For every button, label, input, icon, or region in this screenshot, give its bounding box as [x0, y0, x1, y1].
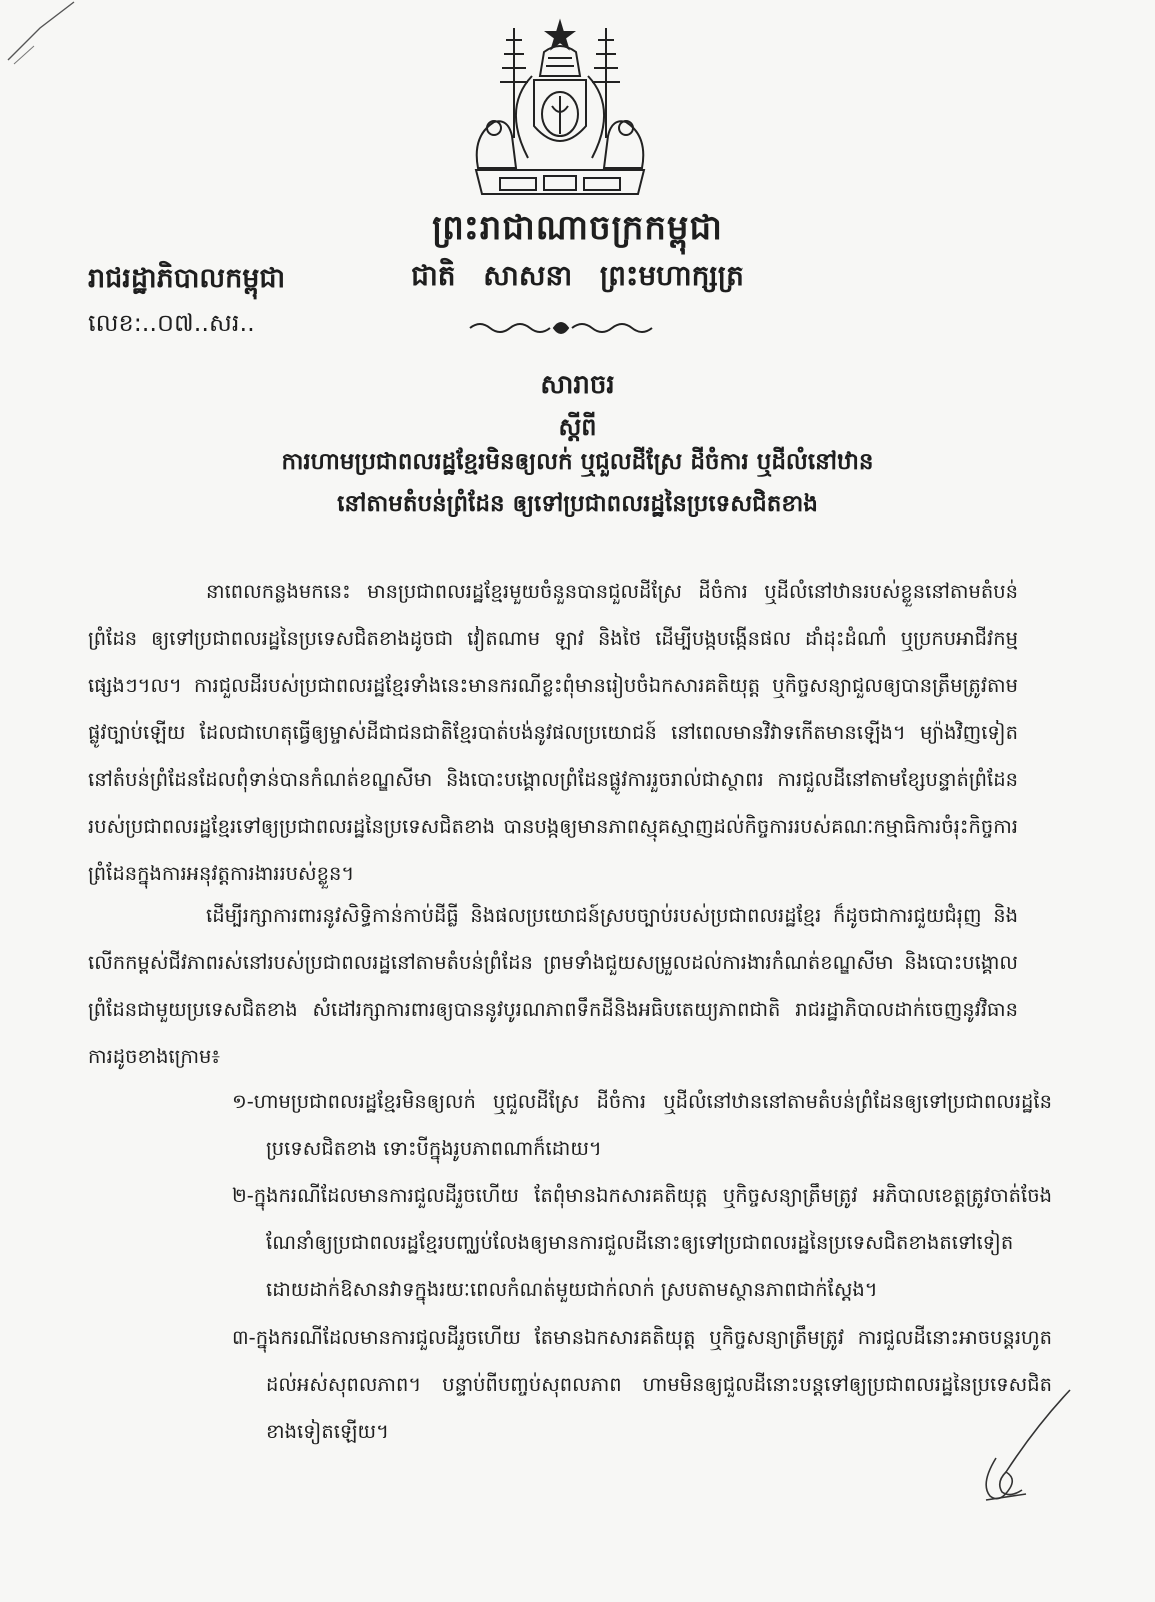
measure-item-2: ២-ក្នុងករណីដែលមានការជួលដីរួចហើយ តែពុំមានឯកសារគតិយុត្ត ឬកិច្ចសន្យាត្រឹមត្រូវ អភិបាលខេត្តត្រូវចាត់ចែងណែនាំឲ្យប្រជាពលរដ្ឋខ្មែរបញ្ឈប់លែងឲ្យមានការជួលដីនោះឲ្យទៅប្រជាពលរដ្ឋនៃប្រទេសជិតខាងតទៅទៀត ដោយដាក់ឱសានវាទក្នុងរយៈពេលកំណត់មួយជាក់លាក់ ស្របតាមស្ថានភាពជាក់ស្តែង។: [232, 1184, 1052, 1301]
circular-title-line-1: ការហាមប្រជាពលរដ្ឋខ្មែរមិនឲ្យលក់ ឬជួលដីស្រែ ដីចំការ ឬដីលំនៅឋាន: [281, 449, 874, 475]
subject-label: ស្តីពី: [558, 413, 597, 441]
corner-pen-mark: [0, 0, 80, 70]
issuing-government: រាជរដ្ឋាភិបាលកម្ពុជា: [88, 263, 286, 294]
measure-item-3: ៣-ក្នុងករណីដែលមានការជួលដីរួចហើយ តែមានឯកសារគតិយុត្ត ឬកិច្ចសន្យាត្រឹមត្រូវ ការជួលដីនោះអាចបន្តរហូតដល់អស់សុពលភាព។ បន្ទាប់ពីបញ្ចប់សុពលភាព ហាមមិនឲ្យជួលដីនោះបន្តទៅឲ្យប្រជាពលរដ្ឋនៃប្រទេសជិតខាងទៀតឡើយ។: [232, 1326, 1052, 1443]
document-number: លេខ:..០៧..សរ..: [88, 309, 255, 337]
measure-item-1: ១-ហាមប្រជាពលរដ្ឋខ្មែរមិនឲ្យលក់ ឬជួលដីស្រែ ដីចំការ ឬដីលំនៅឋាននៅតាមតំបន់ព្រំដែនឲ្យទៅប្រជាពលរដ្ឋនៃប្រទេសជិតខាង ទោះបីក្នុងរូបភាពណាក៏ដោយ។: [232, 1090, 1052, 1160]
circular-title-line-2: នៅតាមតំបន់ព្រំដែន ឲ្យទៅប្រជាពលរដ្ឋនៃប្រទេសជិតខាង: [337, 491, 818, 517]
body-paragraph-1: នាពេលកន្លងមកនេះ មានប្រជាពលរដ្ឋខ្មែរមួយចំនួនបានជួលដីស្រែ ដីចំការ ឬដីលំនៅឋានរបស់ខ្លួននៅតាមតំបន់ព្រំដែន ឲ្យទៅប្រជាពលរដ្ឋនៃប្រទេសជិតខាងដូចជា វៀតណាម ឡាវ និងថៃ ដើម្បីបង្កបង្កើនផល ដាំដុះដំណាំ ឬប្រកបអាជីវកម្មផ្សេងៗ។ល។ ការជួលដីរបស់ប្រជាពលរដ្ឋខ្មែរទាំងនេះមានករណីខ្លះពុំមានរៀបចំឯកសារគតិយុត្ត ឬកិច្ចសន្យាជួលឲ្យបានត្រឹមត្រូវតាមផ្លូវច្បាប់ឡើយ ដែលជាហេតុធ្វើឲ្យម្ចាស់ដីជាជនជាតិខ្មែរបាត់បង់នូវផលប្រយោជន៍ នៅពេលមានវិវាទកើតមានឡើង។ ម្យ៉ាងវិញទៀត នៅតំបន់ព្រំដែនដែលពុំទាន់បានកំណត់ខណ្ឌសីមា និងបោះបង្គោលព្រំដែនផ្លូវការរួចរាល់ជាស្ថាពរ ការជួលដីនៅតាមខ្សែបន្ទាត់ព្រំដែនរបស់ប្រជាពលរដ្ឋខ្មែរទៅឲ្យប្រជាពលរដ្ឋនៃប្រទេសជិតខាង បានបង្កឲ្យមានភាពស្មុគស្មាញដល់កិច្ចការរបស់គណៈកម្មាធិការចំរុះកិច្ចការព្រំដែនក្នុងការអនុវត្តការងាររបស់ខ្លួន។: [88, 580, 1018, 885]
royal-coat-of-arms-icon: [462, 18, 658, 204]
national-motto: ជាតិ សាសនា ព្រះមហាក្សត្រ: [411, 259, 744, 292]
kingdom-name: ព្រះរាជាណាចក្រកម្ពុជា: [432, 208, 723, 248]
ornament-divider-icon: [466, 318, 656, 338]
document-type-heading: សារាចរ: [540, 370, 615, 400]
body-paragraph-2: ដើម្បីរក្សាការពារនូវសិទ្ធិកាន់កាប់ដីធ្លី និងផលប្រយោជន៍ស្របច្បាប់របស់ប្រជាពលរដ្ឋខ្មែរ ក៏ដូចជាការជួយជំរុញ និងលើកកម្ពស់ជីវភាពរស់នៅរបស់ប្រជាពលរដ្ឋនៅតាមតំបន់ព្រំដែន ព្រមទាំងជួយសម្រួលដល់ការងារកំណត់ខណ្ឌសីមា និងបោះបង្គោលព្រំដែនជាមួយប្រទេសជិតខាង សំដៅរក្សាការពារឲ្យបាននូវបូរណភាពទឹកដីនិងអធិបតេយ្យភាពជាតិ រាជរដ្ឋាភិបាលដាក់ចេញនូវវិធានការដូចខាងក្រោម៖: [88, 904, 1018, 1068]
signature-initials-icon: [966, 1386, 1076, 1508]
